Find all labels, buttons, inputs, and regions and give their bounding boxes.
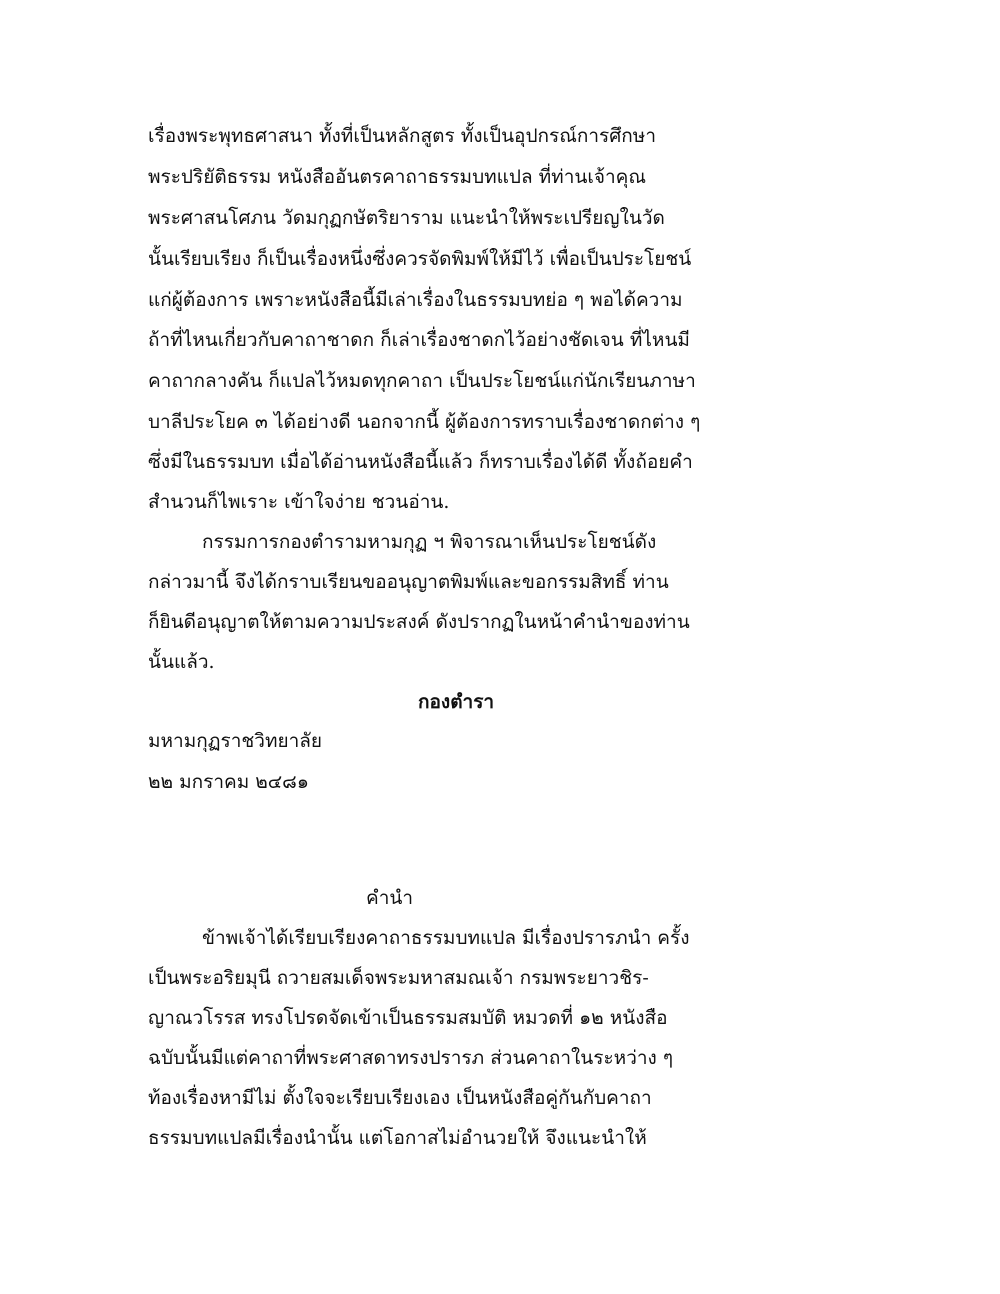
paragraph-line: พระศาสนโศภน วัดมกุฏกษัตริยาราม แนะนำให้พระเปรียญในวัด — [148, 207, 665, 229]
signature-org: มหามกุฏราชวิทยาลัย — [148, 730, 323, 752]
paragraph-line: นั้นเรียบเรียง ก็เป็นเรื่องหนึ่งซึ่งควรจัดพิมพ์ให้มีไว้ เพื่อเป็นประโยชน์ — [148, 248, 692, 270]
paragraph-line: กล่าวมานี้ จึงได้กราบเรียนขออนุญาตพิมพ์และขอกรรมสิทธิ์ ท่าน — [148, 571, 669, 593]
paragraph-line: สำนวนก็ไพเราะ เข้าใจง่าย ชวนอ่าน. — [148, 491, 450, 513]
paragraph-first-line: ข้าพเจ้าได้เรียบเรียงคาถาธรรมบทแปล มีเรื่องปรารภนำ ครั้ง — [202, 927, 690, 949]
signature-date: ๒๒ มกราคม ๒๔๘๑ — [148, 771, 309, 793]
paragraph-line: นั้นแล้ว. — [148, 651, 215, 673]
paragraph-line: ธรรมบทแปลมีเรื่องนำนั้น แต่โอกาสไม่อำนวยให้ จึงแนะนำให้ — [148, 1127, 647, 1149]
paragraph-line: คาถากลางคัน ก็แปลไว้หมดทุกคาถา เป็นประโยชน์แก่นักเรียนภาษา — [148, 370, 696, 392]
paragraph-line: พระปริยัติธรรม หนังสืออันตรคาถาธรรมบทแปล ที่ท่านเจ้าคุณ — [148, 166, 646, 188]
paragraph-line: เรื่องพระพุทธศาสนา ทั้งที่เป็นหลักสูตร ทั้งเป็นอุปกรณ์การศึกษา — [148, 125, 656, 147]
paragraph-line: ญาณวโรรส ทรงโปรดจัดเข้าเป็นธรรมสมบัติ หมวดที่ ๑๒ หนังสือ — [148, 1007, 668, 1029]
preface-heading: คำนำ — [366, 887, 414, 909]
paragraph-line: ท้องเรื่องหามีไม่ ตั้งใจจะเรียบเรียงเอง เป็นหนังสือคู่กันกับคาถา — [148, 1087, 652, 1109]
paragraph-line: ซึ่งมีในธรรมบท เมื่อได้อ่านหนังสือนี้แล้ว ก็ทราบเรื่องได้ดี ทั้งถ้อยคำ — [148, 451, 693, 473]
paragraph-line: ฉบับนั้นมีแต่คาถาที่พระศาสดาทรงปรารภ ส่วนคาถาในระหว่าง ๆ — [148, 1047, 674, 1069]
paragraph-first-line: กรรมการกองตำรามหามกุฏ ฯ พิจารณาเห็นประโยชน์ดัง — [202, 531, 657, 553]
paragraph-line: เป็นพระอริยมุนี ถวายสมเด็จพระมหาสมณเจ้า กรมพระยาวชิร- — [148, 967, 649, 989]
paragraph-line: ก็ยินดีอนุญาตให้ตามความประสงค์ ดังปรากฏในหน้าคำนำของท่าน — [148, 611, 690, 633]
paragraph-line: แก่ผู้ต้องการ เพราะหนังสือนี้มีเล่าเรื่องในธรรมบทย่อ ๆ พอได้ความ — [148, 289, 683, 311]
signature-title: กองตำรา — [418, 691, 495, 713]
paragraph-line: บาลีประโยค ๓ ได้อย่างดี นอกจากนี้ ผู้ต้องการทราบเรื่องชาดกต่าง ๆ — [148, 411, 701, 433]
paragraph-line: ถ้าที่ไหนเกี่ยวกับคาถาชาดก ก็เล่าเรื่องชาดกไว้อย่างชัดเจน ที่ไหนมี — [148, 329, 690, 351]
